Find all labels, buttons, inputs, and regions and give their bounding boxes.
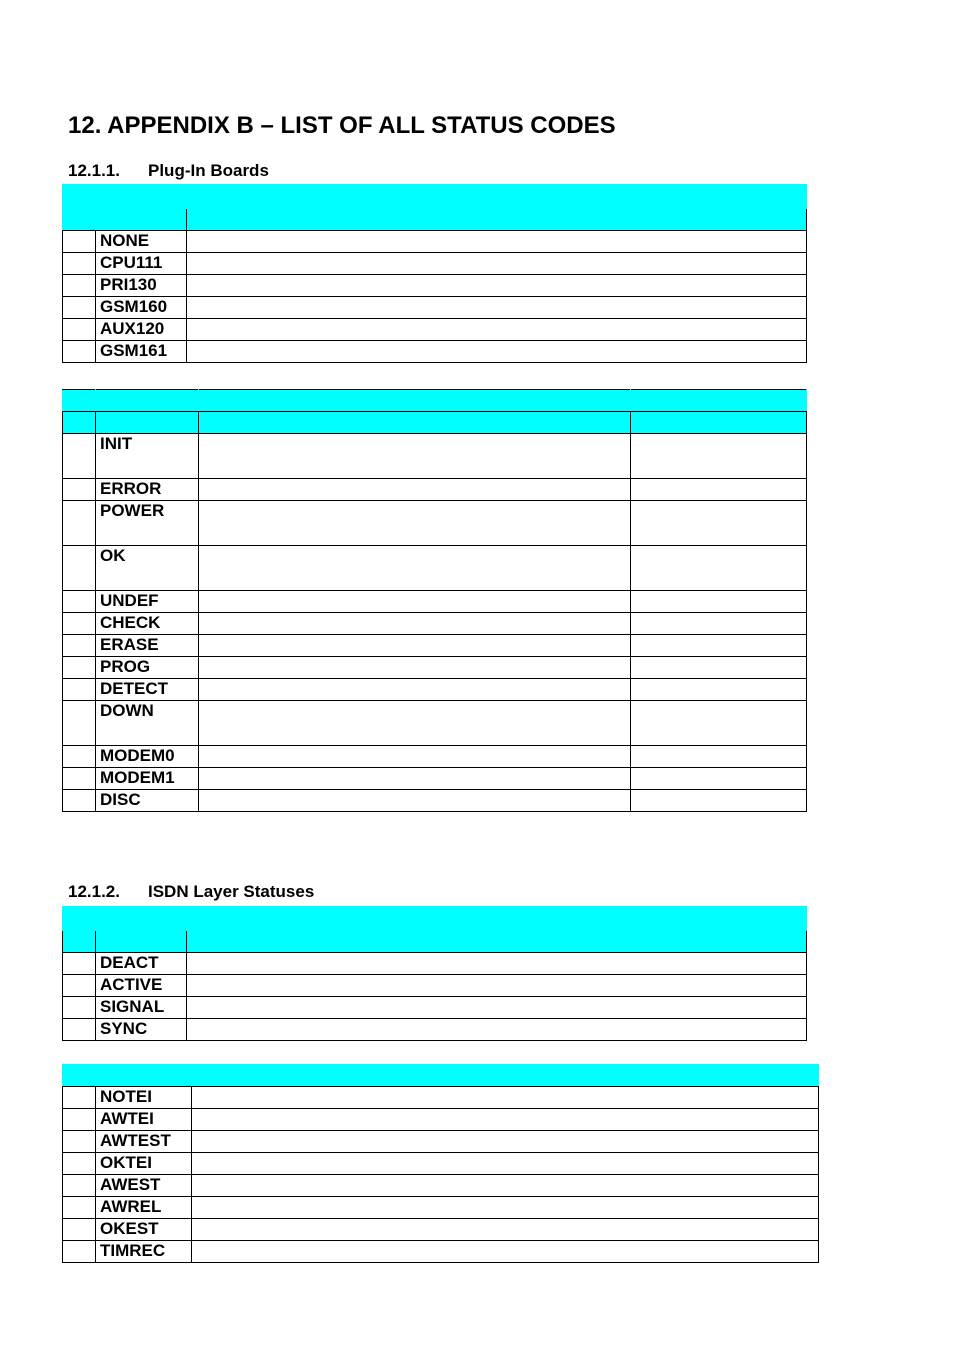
- page-heading: 12. APPENDIX B – LIST OF ALL STATUS CODES: [68, 112, 616, 139]
- layer2-code: AWEST: [96, 1175, 192, 1197]
- layer2-code: OKTEI: [96, 1153, 192, 1175]
- table-row: [63, 1197, 819, 1219]
- layer2-status-table: [62, 1064, 819, 1263]
- layer1-code: SIGNAL: [96, 997, 187, 1019]
- table-row: [63, 1019, 807, 1041]
- state-code: INIT: [96, 434, 199, 479]
- table-row: [63, 275, 807, 297]
- table-row: [63, 953, 807, 975]
- state-code: ERROR: [96, 479, 199, 501]
- layer1-code: DEACT: [96, 953, 187, 975]
- layer2-code: TIMREC: [96, 1241, 192, 1263]
- table-row: [63, 546, 807, 591]
- board-code: PRI130: [96, 275, 187, 297]
- table-row: [63, 1241, 819, 1263]
- board-code: CPU111: [96, 253, 187, 275]
- table-row: [63, 1175, 819, 1197]
- section-heading-isdn-layer-statuses: [68, 882, 314, 902]
- state-code: UNDEF: [96, 591, 199, 613]
- table-row: [63, 975, 807, 997]
- state-code: OK: [96, 546, 199, 591]
- layer1-code: ACTIVE: [96, 975, 187, 997]
- section-title: ISDN Layer Statuses: [148, 882, 315, 901]
- layer2-code: AWTEI: [96, 1109, 192, 1131]
- section-title: Plug-In Boards: [148, 161, 269, 180]
- layer2-code: OKEST: [96, 1219, 192, 1241]
- state-code: MODEM0: [96, 746, 199, 768]
- state-code: DISC: [96, 790, 199, 812]
- board-states-table: [62, 389, 807, 812]
- state-code: ERASE: [96, 635, 199, 657]
- boards-table: [62, 184, 807, 363]
- table-row: [63, 1131, 819, 1153]
- table-row: [63, 679, 807, 701]
- table-row: [63, 1087, 819, 1109]
- board-code: GSM161: [96, 341, 187, 363]
- table-header-row: [63, 1065, 819, 1087]
- table-row: [63, 768, 807, 790]
- state-code: POWER: [96, 501, 199, 546]
- table-row: [63, 501, 807, 546]
- table-caption-row: [63, 185, 807, 209]
- state-code: DETECT: [96, 679, 199, 701]
- state-code: DOWN: [96, 701, 199, 746]
- layer1-status-table: [62, 906, 807, 1041]
- table-row: [63, 790, 807, 812]
- table-header-row: [63, 209, 807, 231]
- table-row: [63, 479, 807, 501]
- table-row: [63, 434, 807, 479]
- table-header-row: [63, 931, 807, 953]
- table-row: [63, 319, 807, 341]
- table-row: [63, 591, 807, 613]
- table-row: [63, 341, 807, 363]
- table-row: [63, 613, 807, 635]
- table-row: [63, 997, 807, 1019]
- section-number: 12.1.1.: [68, 161, 120, 180]
- table-row: [63, 1219, 819, 1241]
- table-header-row: [63, 412, 807, 434]
- board-code: GSM160: [96, 297, 187, 319]
- state-code: PROG: [96, 657, 199, 679]
- layer2-code: AWTEST: [96, 1131, 192, 1153]
- table-row: [63, 253, 807, 275]
- section-heading-plug-in-boards: [68, 161, 269, 181]
- board-code: NONE: [96, 231, 187, 253]
- table-row: [63, 1153, 819, 1175]
- layer2-code: NOTEI: [96, 1087, 192, 1109]
- table-caption-row: [63, 907, 807, 931]
- table-row: [63, 746, 807, 768]
- table-row: [63, 297, 807, 319]
- section-number: 12.1.2.: [68, 882, 120, 901]
- table-header-row: [63, 390, 807, 412]
- table-row: [63, 657, 807, 679]
- table-row: [63, 701, 807, 746]
- state-code: MODEM1: [96, 768, 199, 790]
- table-row: [63, 635, 807, 657]
- layer1-code: SYNC: [96, 1019, 187, 1041]
- state-code: CHECK: [96, 613, 199, 635]
- table-row: [63, 231, 807, 253]
- board-code: AUX120: [96, 319, 187, 341]
- table-row: [63, 1109, 819, 1131]
- layer2-code: AWREL: [96, 1197, 192, 1219]
